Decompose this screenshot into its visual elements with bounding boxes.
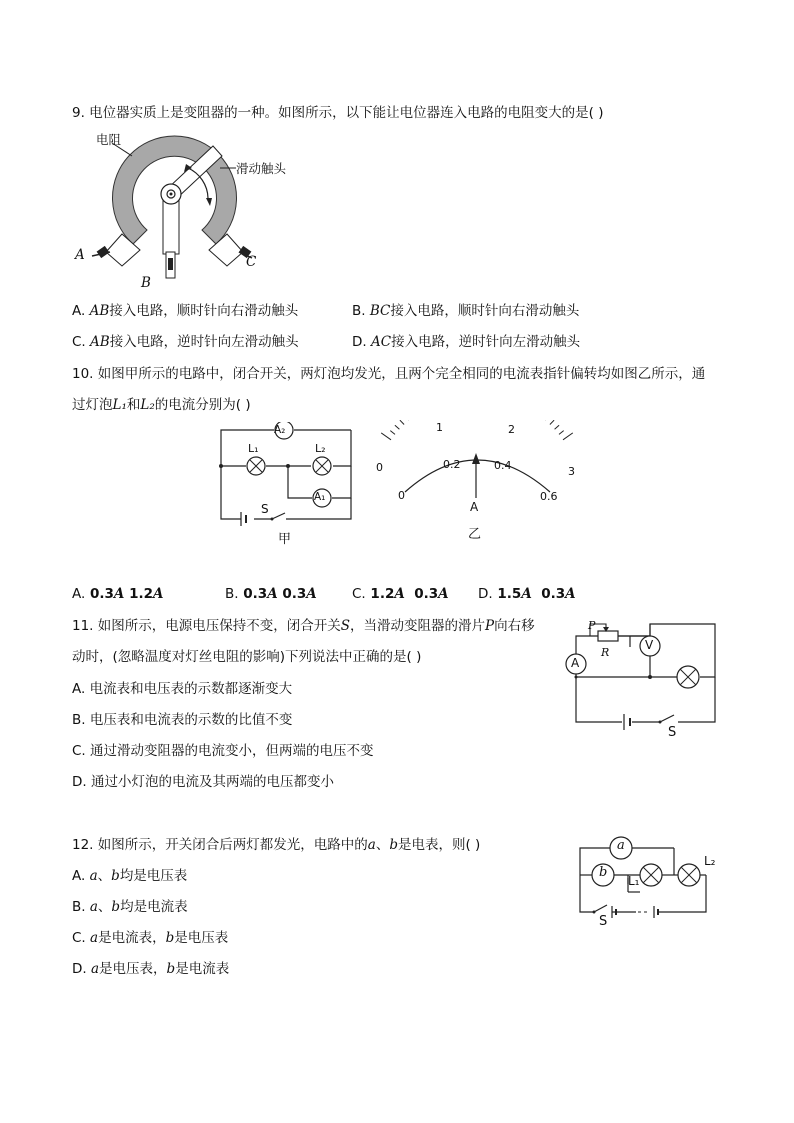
rheostat-r [598,631,618,641]
dial-tick [390,431,395,435]
dial-inner-02: 0.2 [443,458,461,471]
q11-stem-line2: 动时，(忽略温度对灯丝电阻的影响)下列说法中正确的是( ) [72,649,422,665]
dial-inner-0: 0 [398,489,405,502]
q12-option-b[interactable]: B. a、b均是电流表 [72,899,188,915]
label-a1: A₁ [314,491,326,503]
q9-option-a[interactable]: A. AB接入电路，顺时针向右滑动触头 [72,303,299,319]
dial-tick [381,433,391,440]
q10-option-a[interactable]: A. 0.3A 1.2A [72,586,164,602]
dial-tick [400,420,404,424]
lamp-l1 [247,457,265,475]
q11-option-a[interactable]: A. 电流表和电压表的示数都逐渐变大 [72,681,293,697]
q12-option-a[interactable]: A. a、b均是电压表 [72,868,188,884]
label-terminal-a: A [75,247,85,263]
q12-circuit-figure [570,830,730,935]
dial-inner-06: 0.6 [540,490,558,503]
label-a2: A₂ [274,424,286,436]
q11-stem-line1: 11. 如图所示，电源电压保持不变，闭合开关S，当滑动变阻器的滑片P向右移 [72,618,535,634]
dial-outer-0: 0 [376,461,383,474]
label-l1: L₁ [628,874,640,888]
label-l1: L₁ [248,442,259,455]
q12-option-d[interactable]: D. a是电压表，b是电流表 [72,961,230,977]
q10-option-c[interactable]: C. 1.2A 0.3A [352,586,449,602]
dial-outer-3: 3 [568,465,575,478]
q10-stem-line1: 10. 如图甲所示的电路中，闭合开关，两灯泡均发光，且两个完全相同的电流表指针偏转均如图乙所示，通 [72,366,706,382]
q9-potentiometer-figure [70,126,300,291]
dial-tick [559,431,564,435]
label-v: V [645,638,654,652]
dial-tick [395,425,400,429]
terminal-b [163,194,179,278]
lamp-l2 [678,864,700,886]
dial-outer-1: 1 [436,421,443,434]
lamp-l2 [313,457,331,475]
lamp-l1 [640,864,662,886]
q11-option-d[interactable]: D. 通过小灯泡的电流及其两端的电压都变小 [72,774,334,790]
label-terminal-c: C [246,254,257,270]
q12-stem: 12. 如图所示，开关闭合后两灯都发光，电路中的a、b是电表，则( ) [72,837,481,853]
caption-yi: 乙 [468,527,482,542]
q9-option-b[interactable]: B. BC接入电路，顺时针向右滑动触头 [352,303,580,319]
q10-option-b[interactable]: B. 0.3A 0.3A [225,586,317,602]
q10-option-d[interactable]: D. 1.5A 0.3A [478,586,576,602]
label-meter-b: b [599,865,608,880]
q9-option-c[interactable]: C. AB接入电路，逆时针向左滑动触头 [72,334,299,350]
dial-unit: A [470,500,479,514]
q11-circuit-figure [560,614,725,744]
caption-jia: 甲 [278,532,292,547]
dial-tick [555,425,560,429]
dial-outer-2: 2 [508,423,515,436]
dial-inner-04: 0.4 [494,459,512,472]
label-l2: L₂ [704,854,716,868]
dial-tick [550,420,554,424]
q10-stem-line2: 过灯泡L₁和L₂的电流分别为( ) [72,397,251,413]
lamp [677,666,699,688]
q11-option-b[interactable]: B. 电压表和电流表的示数的比值不变 [72,712,293,728]
label-terminal-b: B [141,275,151,291]
label-meter-a: a [617,838,625,853]
dial-tick [563,433,573,440]
label-s: S [599,914,608,929]
label-r: R [601,646,610,659]
label-slider: 滑动触头 [236,161,287,176]
q9-stem: 9. 电位器实质上是变阻器的一种。如图所示，以下能让电位器连入电路的电阻变大的是( ) [72,105,604,121]
label-resistor: 电阻 [96,132,122,147]
label-p: P [588,619,596,632]
q11-option-c[interactable]: C. 通过滑动变阻器的电流变小，但两端的电压不变 [72,743,374,759]
q9-option-d[interactable]: D. AC接入电路，逆时针向左滑动触头 [352,334,581,350]
label-s: S [668,725,677,740]
label-l2: L₂ [315,442,326,455]
q12-option-c[interactable]: C. a是电流表，b是电压表 [72,930,229,946]
label-switch-s: S [261,502,269,516]
label-a: A [571,656,580,670]
